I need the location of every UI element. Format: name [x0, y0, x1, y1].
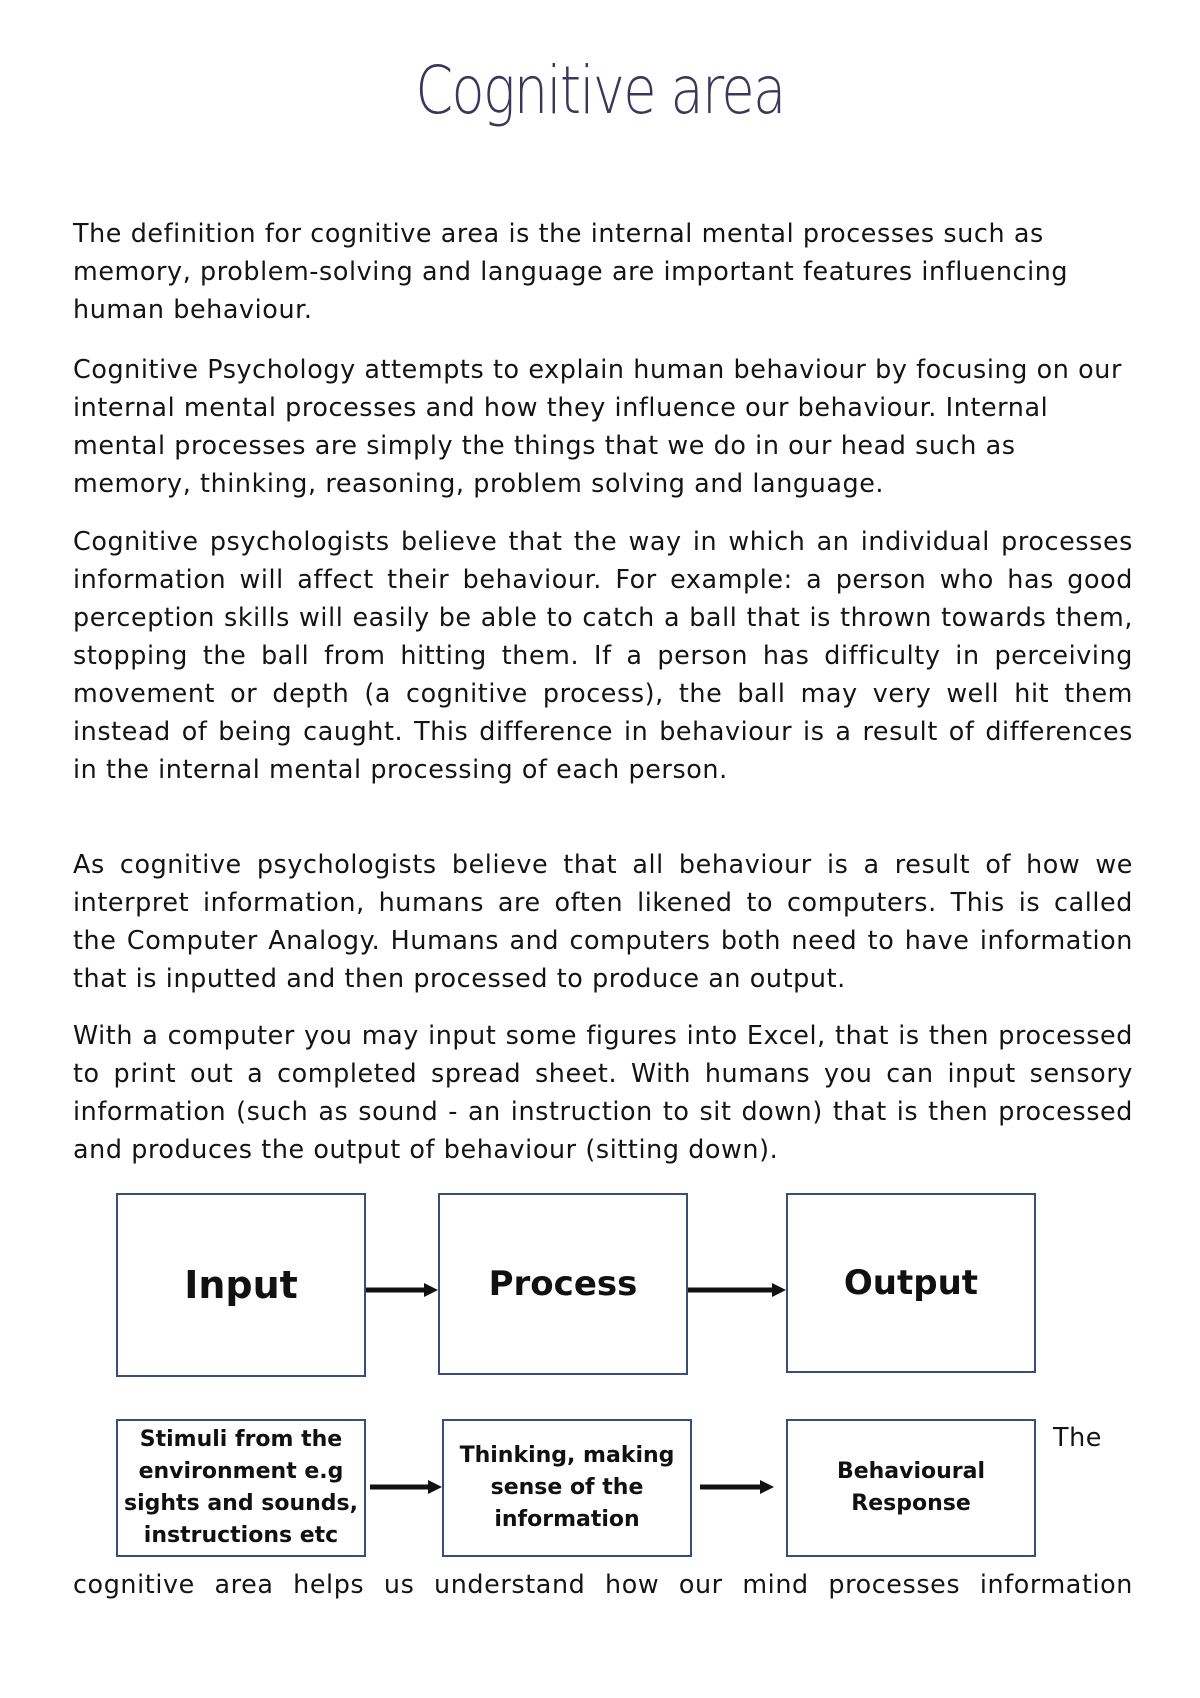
- page-title: Cognitive area: [415, 52, 785, 129]
- diagram-box-input: Input: [116, 1193, 366, 1377]
- diagram-box-process: Process: [438, 1193, 688, 1375]
- paragraph-cognitive-psychology: Cognitive Psychology attempts to explain human behaviour by focusing on our internal mental processes and how they influence our behaviour. Internal mental processes are simply the things that we do in our head such as memory, thinking, reasoning, problem solving and language.: [73, 354, 1122, 498]
- arrow-input-to-process: [366, 1283, 438, 1297]
- arrow-process-to-output: [688, 1283, 786, 1297]
- paragraph-computer-analogy: As cognitive psychologists believe that all behaviour is a result of how we interpret information, humans are often likened to computers. This is called the Computer Analogy. Humans and computers both need to have information that is inputted and then processed to produce an output.: [73, 849, 1133, 993]
- closing-sentence: cognitive area helps us understand how our mind processes information: [73, 1569, 1133, 1599]
- diagram-box-stimuli: Stimuli from the environment e.g sights and sounds, instructions etc: [116, 1419, 366, 1557]
- wrapped-text-start: The: [1053, 1422, 1103, 1452]
- diagram-box-response: Behavioural Response: [786, 1419, 1036, 1557]
- arrow-thinking-to-response: [700, 1480, 774, 1494]
- diagram-box-output: Output: [786, 1193, 1036, 1373]
- arrow-stimuli-to-thinking: [370, 1480, 442, 1494]
- paragraph-definition: The definition for cognitive area is the internal mental processes such as memory, problem-solving and language are important features influencing human behaviour.: [73, 218, 1069, 324]
- diagram-box-thinking: Thinking, making sense of the information: [442, 1419, 692, 1557]
- paragraph-perception-example: Cognitive psychologists believe that the way in which an individual processes information will affect their behaviour. For example: a person who has good perception skills will easily be able to catch a ball that is thrown towards them, stopping the ball from hitting them. If a person has difficulty in perceiving movement or depth (a cognitive process), the ball may very well hit them instead of being caught. This difference in behaviour is a result of differences in the internal mental processing of each person.: [73, 526, 1133, 784]
- paragraph-excel-example: With a computer you may input some figures into Excel, that is then processed to print out a completed spread sheet. With humans you can input sensory information (such as sound - an instruction to sit down) that is then processed and produces the output of behaviour (sitting down).: [73, 1020, 1133, 1164]
